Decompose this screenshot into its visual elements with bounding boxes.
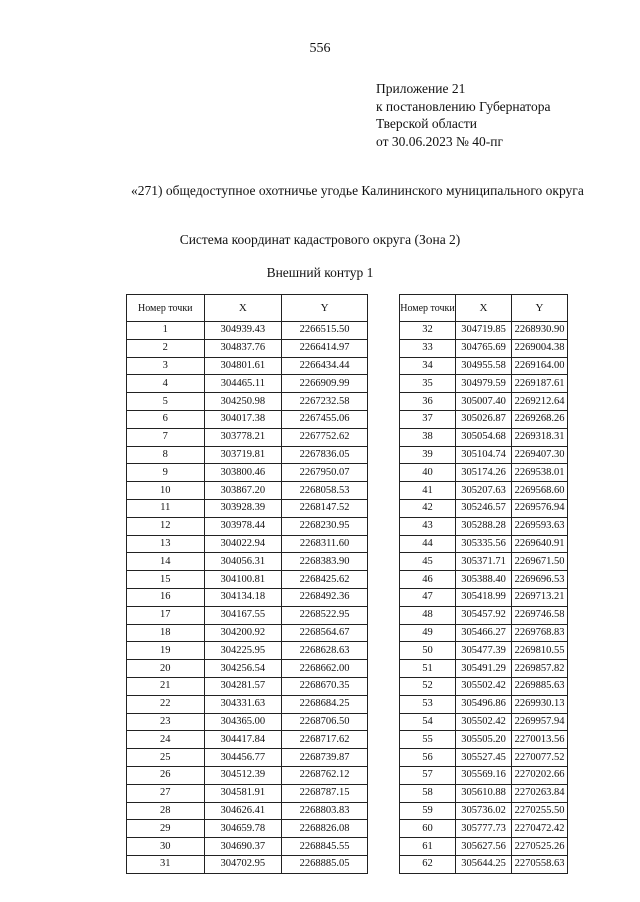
y-cell: 2269671.50 — [512, 553, 568, 571]
table-row — [400, 624, 568, 642]
table-row — [400, 535, 568, 553]
x-cell: 304331.63 — [204, 695, 282, 713]
table-row — [400, 410, 568, 428]
table-row — [127, 571, 368, 589]
y-cell: 2266434.44 — [282, 357, 368, 375]
point-number-cell: 30 — [127, 838, 205, 856]
point-number-cell: 21 — [127, 677, 205, 695]
x-cell: 305466.27 — [456, 624, 512, 642]
x-cell: 305610.88 — [456, 784, 512, 802]
x-cell: 304939.43 — [204, 322, 282, 340]
point-number-cell: 18 — [127, 624, 205, 642]
point-number-cell: 19 — [127, 642, 205, 660]
y-cell: 2269857.82 — [512, 660, 568, 678]
x-cell: 305502.42 — [456, 677, 512, 695]
table-row — [400, 642, 568, 660]
table-row — [127, 375, 368, 393]
point-number-cell: 58 — [400, 784, 456, 802]
point-number-cell: 56 — [400, 749, 456, 767]
x-cell: 305207.63 — [456, 482, 512, 500]
header-x: X — [204, 295, 282, 322]
y-cell: 2269930.13 — [512, 695, 568, 713]
table-row — [127, 464, 368, 482]
y-cell: 2270558.63 — [512, 855, 568, 873]
point-number-cell: 2 — [127, 339, 205, 357]
point-number-cell: 48 — [400, 606, 456, 624]
x-cell: 305502.42 — [456, 713, 512, 731]
point-number-cell: 17 — [127, 606, 205, 624]
y-cell: 2266515.50 — [282, 322, 368, 340]
point-number-cell: 54 — [400, 713, 456, 731]
x-cell: 304225.95 — [204, 642, 282, 660]
point-number-cell: 53 — [400, 695, 456, 713]
table-row — [127, 624, 368, 642]
y-cell: 2266414.97 — [282, 339, 368, 357]
point-number-cell: 28 — [127, 802, 205, 820]
y-cell: 2269696.53 — [512, 571, 568, 589]
y-cell: 2266909.99 — [282, 375, 368, 393]
y-cell: 2268826.08 — [282, 820, 368, 838]
table-row — [127, 517, 368, 535]
y-cell: 2270013.56 — [512, 731, 568, 749]
appendix-line: Приложение 21 — [376, 81, 466, 96]
x-cell: 304837.76 — [204, 339, 282, 357]
point-number-cell: 41 — [400, 482, 456, 500]
y-cell: 2269187.61 — [512, 375, 568, 393]
table-row — [400, 855, 568, 873]
point-number-cell: 15 — [127, 571, 205, 589]
table-row — [127, 393, 368, 411]
table-row — [400, 802, 568, 820]
table-row — [400, 357, 568, 375]
x-cell: 304256.54 — [204, 660, 282, 678]
y-cell: 2268058.53 — [282, 482, 368, 500]
y-cell: 2268425.62 — [282, 571, 368, 589]
x-cell: 305335.56 — [456, 535, 512, 553]
y-cell: 2268930.90 — [512, 322, 568, 340]
point-number-cell: 10 — [127, 482, 205, 500]
table-row — [127, 855, 368, 873]
table-row — [127, 713, 368, 731]
table-row — [400, 660, 568, 678]
table-row — [400, 339, 568, 357]
table-row — [400, 482, 568, 500]
table-row — [127, 339, 368, 357]
x-cell: 304719.85 — [456, 322, 512, 340]
appendix-line: Тверской области — [376, 116, 477, 131]
point-number-cell: 60 — [400, 820, 456, 838]
x-cell: 305174.26 — [456, 464, 512, 482]
table-row — [400, 588, 568, 606]
table-row — [127, 802, 368, 820]
table-row — [127, 749, 368, 767]
table-header-row — [127, 295, 368, 322]
header-y: Y — [282, 295, 368, 322]
table-row — [400, 375, 568, 393]
point-number-cell: 3 — [127, 357, 205, 375]
point-number-cell: 45 — [400, 553, 456, 571]
x-cell: 305527.45 — [456, 749, 512, 767]
table-row — [400, 606, 568, 624]
point-number-cell: 1 — [127, 322, 205, 340]
x-cell: 304955.58 — [456, 357, 512, 375]
y-cell: 2269957.94 — [512, 713, 568, 731]
point-number-cell: 42 — [400, 499, 456, 517]
point-number-cell: 29 — [127, 820, 205, 838]
table-row — [127, 677, 368, 695]
table-row — [400, 713, 568, 731]
x-cell: 303978.44 — [204, 517, 282, 535]
y-cell: 2269318.31 — [512, 428, 568, 446]
table-row — [400, 499, 568, 517]
point-number-cell: 31 — [127, 855, 205, 873]
y-cell: 2268311.60 — [282, 535, 368, 553]
appendix-block — [376, 80, 550, 150]
x-cell: 305627.56 — [456, 838, 512, 856]
table-row — [400, 784, 568, 802]
x-cell: 305026.87 — [456, 410, 512, 428]
x-cell: 304512.39 — [204, 766, 282, 784]
point-number-cell: 9 — [127, 464, 205, 482]
x-cell: 304167.55 — [204, 606, 282, 624]
y-cell: 2268492.36 — [282, 588, 368, 606]
table-row — [400, 553, 568, 571]
point-number-cell: 14 — [127, 553, 205, 571]
point-number-cell: 6 — [127, 410, 205, 428]
header-point-number: Номер точки — [127, 295, 205, 322]
table-row — [127, 766, 368, 784]
point-number-cell: 49 — [400, 624, 456, 642]
y-cell: 2268522.95 — [282, 606, 368, 624]
point-number-cell: 46 — [400, 571, 456, 589]
table-row — [400, 820, 568, 838]
point-number-cell: 55 — [400, 731, 456, 749]
table-row — [127, 731, 368, 749]
point-number-cell: 34 — [400, 357, 456, 375]
table-row — [400, 731, 568, 749]
table-row — [127, 535, 368, 553]
x-cell: 304017.38 — [204, 410, 282, 428]
point-number-cell: 5 — [127, 393, 205, 411]
y-cell: 2269568.60 — [512, 482, 568, 500]
y-cell: 2267455.06 — [282, 410, 368, 428]
table-row — [127, 322, 368, 340]
x-cell: 304056.31 — [204, 553, 282, 571]
coordinate-system-heading: Система координат кадастрового округа (Зона 2) — [179, 232, 461, 247]
x-cell: 304702.95 — [204, 855, 282, 873]
y-cell: 2268845.55 — [282, 838, 368, 856]
y-cell: 2270472.42 — [512, 820, 568, 838]
table-row — [127, 695, 368, 713]
point-number-cell: 37 — [400, 410, 456, 428]
x-cell: 304690.37 — [204, 838, 282, 856]
x-cell: 304465.11 — [204, 375, 282, 393]
point-number-cell: 61 — [400, 838, 456, 856]
x-cell: 303778.21 — [204, 428, 282, 446]
y-cell: 2269538.01 — [512, 464, 568, 482]
y-cell: 2267752.62 — [282, 428, 368, 446]
x-cell: 305505.20 — [456, 731, 512, 749]
y-cell: 2268383.90 — [282, 553, 368, 571]
x-cell: 305496.86 — [456, 695, 512, 713]
x-cell: 305777.73 — [456, 820, 512, 838]
point-number-cell: 25 — [127, 749, 205, 767]
point-number-cell: 38 — [400, 428, 456, 446]
table-row — [127, 553, 368, 571]
x-cell: 305388.40 — [456, 571, 512, 589]
point-number-cell: 51 — [400, 660, 456, 678]
appendix-line: к постановлению Губернатора — [376, 98, 551, 114]
table-row — [400, 571, 568, 589]
table-row — [127, 357, 368, 375]
x-cell: 304581.91 — [204, 784, 282, 802]
table-row — [127, 660, 368, 678]
table-row — [127, 606, 368, 624]
point-number-cell: 40 — [400, 464, 456, 482]
y-cell: 2269407.30 — [512, 446, 568, 464]
y-cell: 2268885.05 — [282, 855, 368, 873]
y-cell: 2270077.52 — [512, 749, 568, 767]
y-cell: 2270202.66 — [512, 766, 568, 784]
x-cell: 305644.25 — [456, 855, 512, 873]
x-cell: 303800.46 — [204, 464, 282, 482]
x-cell: 304659.78 — [204, 820, 282, 838]
y-cell: 2268706.50 — [282, 713, 368, 731]
table-row — [127, 499, 368, 517]
y-cell: 2269640.91 — [512, 535, 568, 553]
x-cell: 304765.69 — [456, 339, 512, 357]
table-row — [127, 446, 368, 464]
point-number-cell: 62 — [400, 855, 456, 873]
table-row — [127, 642, 368, 660]
y-cell: 2269713.21 — [512, 588, 568, 606]
y-cell: 2269268.26 — [512, 410, 568, 428]
y-cell: 2268787.15 — [282, 784, 368, 802]
y-cell: 2268147.52 — [282, 499, 368, 517]
y-cell: 2268564.67 — [282, 624, 368, 642]
table-row — [400, 464, 568, 482]
header-x: X — [456, 295, 512, 322]
y-cell: 2269810.55 — [512, 642, 568, 660]
x-cell: 304134.18 — [204, 588, 282, 606]
x-cell: 305491.29 — [456, 660, 512, 678]
point-number-cell: 13 — [127, 535, 205, 553]
y-cell: 2269768.83 — [512, 624, 568, 642]
y-cell: 2268717.62 — [282, 731, 368, 749]
table-row — [127, 588, 368, 606]
contour-heading: Внешний контур 1 — [266, 265, 374, 280]
y-cell: 2268684.25 — [282, 695, 368, 713]
table-row — [400, 749, 568, 767]
point-number-cell: 39 — [400, 446, 456, 464]
y-cell: 2268662.00 — [282, 660, 368, 678]
y-cell: 2270525.26 — [512, 838, 568, 856]
x-cell: 305736.02 — [456, 802, 512, 820]
table-row — [400, 695, 568, 713]
point-number-cell: 35 — [400, 375, 456, 393]
x-cell: 305246.57 — [456, 499, 512, 517]
x-cell: 303867.20 — [204, 482, 282, 500]
table-row — [400, 446, 568, 464]
y-cell: 2267950.07 — [282, 464, 368, 482]
x-cell: 304250.98 — [204, 393, 282, 411]
point-number-cell: 22 — [127, 695, 205, 713]
point-number-cell: 16 — [127, 588, 205, 606]
table-row — [400, 428, 568, 446]
x-cell: 305477.39 — [456, 642, 512, 660]
point-number-cell: 32 — [400, 322, 456, 340]
x-cell: 305457.92 — [456, 606, 512, 624]
x-cell: 303719.81 — [204, 446, 282, 464]
point-number-cell: 33 — [400, 339, 456, 357]
y-cell: 2268739.87 — [282, 749, 368, 767]
x-cell: 304200.92 — [204, 624, 282, 642]
table-row — [400, 838, 568, 856]
table-row — [400, 766, 568, 784]
point-number-cell: 12 — [127, 517, 205, 535]
x-cell: 305054.68 — [456, 428, 512, 446]
x-cell: 304626.41 — [204, 802, 282, 820]
point-number-cell: 52 — [400, 677, 456, 695]
table-row — [400, 393, 568, 411]
point-number-cell: 59 — [400, 802, 456, 820]
y-cell: 2269885.63 — [512, 677, 568, 695]
point-number-cell: 4 — [127, 375, 205, 393]
y-cell: 2268230.95 — [282, 517, 368, 535]
x-cell: 304979.59 — [456, 375, 512, 393]
table-row — [127, 784, 368, 802]
x-cell: 304456.77 — [204, 749, 282, 767]
x-cell: 305569.16 — [456, 766, 512, 784]
point-number-cell: 8 — [127, 446, 205, 464]
point-number-cell: 24 — [127, 731, 205, 749]
header-point-number: Номер точки — [400, 295, 456, 322]
table-body — [127, 322, 368, 874]
y-cell: 2269746.58 — [512, 606, 568, 624]
x-cell: 304801.61 — [204, 357, 282, 375]
x-cell: 303928.39 — [204, 499, 282, 517]
x-cell: 304022.94 — [204, 535, 282, 553]
point-number-cell: 20 — [127, 660, 205, 678]
page-number: 556 — [309, 41, 331, 56]
point-number-cell: 50 — [400, 642, 456, 660]
table-header-row — [400, 295, 568, 322]
y-cell: 2269212.64 — [512, 393, 568, 411]
x-cell: 304365.00 — [204, 713, 282, 731]
point-number-cell: 36 — [400, 393, 456, 411]
x-cell: 305288.28 — [456, 517, 512, 535]
y-cell: 2267836.05 — [282, 446, 368, 464]
y-cell: 2270263.84 — [512, 784, 568, 802]
table-row — [127, 838, 368, 856]
point-number-cell: 11 — [127, 499, 205, 517]
y-cell: 2269164.00 — [512, 357, 568, 375]
y-cell: 2268628.63 — [282, 642, 368, 660]
appendix-line: от 30.06.2023 № 40-пг — [376, 133, 503, 149]
table-row — [400, 322, 568, 340]
point-number-cell: 43 — [400, 517, 456, 535]
point-number-cell: 27 — [127, 784, 205, 802]
point-number-cell: 23 — [127, 713, 205, 731]
x-cell: 304100.81 — [204, 571, 282, 589]
y-cell: 2269004.38 — [512, 339, 568, 357]
x-cell: 304281.57 — [204, 677, 282, 695]
x-cell: 304417.84 — [204, 731, 282, 749]
table-row — [127, 820, 368, 838]
x-cell: 305007.40 — [456, 393, 512, 411]
y-cell: 2269593.63 — [512, 517, 568, 535]
document-title: «271) общедоступное охотничье угодье Калининского муниципального округа — [131, 183, 584, 198]
table-row — [127, 428, 368, 446]
x-cell: 305371.71 — [456, 553, 512, 571]
table-row — [400, 517, 568, 535]
header-y: Y — [512, 295, 568, 322]
coordinates-table-left — [126, 294, 368, 874]
coordinates-table-right — [399, 294, 568, 874]
point-number-cell: 47 — [400, 588, 456, 606]
y-cell: 2268803.83 — [282, 802, 368, 820]
y-cell: 2268762.12 — [282, 766, 368, 784]
point-number-cell: 26 — [127, 766, 205, 784]
y-cell: 2268670.35 — [282, 677, 368, 695]
y-cell: 2267232.58 — [282, 393, 368, 411]
x-cell: 305104.74 — [456, 446, 512, 464]
table-row — [127, 482, 368, 500]
point-number-cell: 44 — [400, 535, 456, 553]
table-row — [400, 677, 568, 695]
y-cell: 2269576.94 — [512, 499, 568, 517]
y-cell: 2270255.50 — [512, 802, 568, 820]
point-number-cell: 57 — [400, 766, 456, 784]
x-cell: 305418.99 — [456, 588, 512, 606]
table-row — [127, 410, 368, 428]
point-number-cell: 7 — [127, 428, 205, 446]
table-body — [400, 322, 568, 874]
